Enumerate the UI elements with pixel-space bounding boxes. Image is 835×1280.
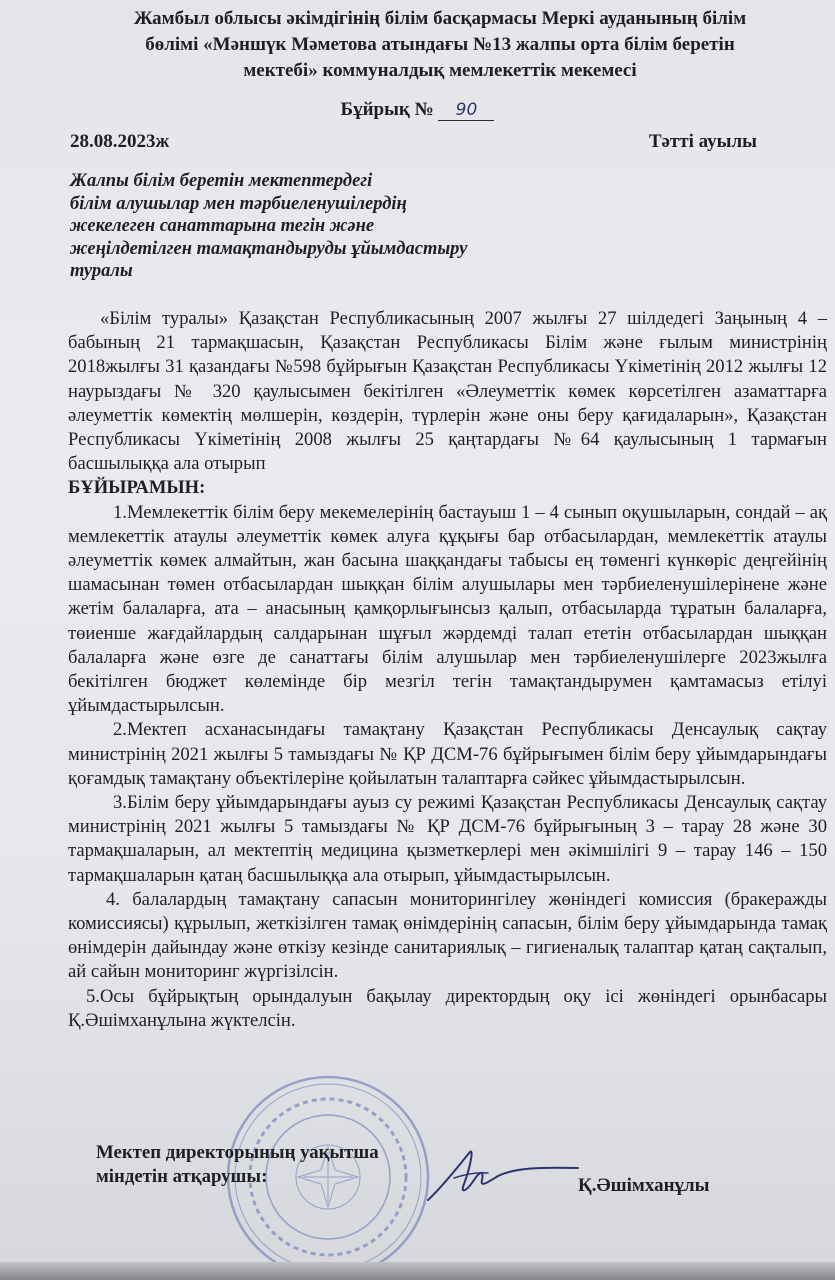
signature-title-line-2: міндетін атқарушы:: [96, 1166, 268, 1187]
subject-line: туралы: [70, 261, 133, 281]
header-line-1: Жамбыл облысы әкімдігінің білім басқармасы Меркі ауданының білім: [133, 8, 747, 29]
subject-line: жекелеген санаттарына тегін және: [70, 216, 375, 236]
order-subject: [70, 170, 540, 283]
order-item-1: 1.Мемлекеттік білім беру мекемелерінің бастауыш 1 – 4 сынып оқушыларын, сондай – ақ мемлекеттік атаулы әлеуметтік көмек алуға құқығы бар отбасылардан, мемлекеттік атаулы әлеуметтік көмек алмайтын, жан басына шаққандағы табысы ең төменгі күнкөріс деңгейінің шамасынан төмен отбасылардан шыққан білім алушылары мен тәрбиеленушілеріненe және жетім балаларға, ата – анасының қамқорлығынсыз қалып, отбасыларда тұратын балаларға, төиенше жағдайлардың салдарынан шұғыл жәрдемді талап ететін отбасылардан шыққан балаларға және өзге де санаттағы білім алушылар мен тәрбиеленушілерге 2023жылға бекітілген бюджет көлемінде бір мезгіл тегін тамақтандырумен қамтамасыз етілуі ұйымдастырылсын.: [68, 501, 827, 717]
signature-title-line-1: Мектеп директорының уақытша: [96, 1142, 379, 1163]
header-line-3: мектебі» коммуналдық мемлекеттік мекемесі: [243, 60, 637, 81]
order-number: 90: [438, 100, 494, 121]
subject-line: Жалпы білім беретін мектептердегі: [70, 171, 373, 191]
order-date: 28.08.2023ж: [70, 131, 170, 152]
order-item-4: 4. балалардың тамақтану сапасын мониторингілеу жөніндегі комиссия (бракеражды комиссиясы) құрылып, жеткізілген тамақ өнімдерінің сапасын, білім беру ұйымдарында тамақ өнімдерін дайындау және өткізу кезінде санитариялық – гигиеналық талаптар қатаң сақталып, ай сайын мониторинг жүргізілсін.: [68, 888, 827, 983]
order-place: Тәтті ауылы: [648, 131, 757, 152]
order-item-5: 5.Осы бұйрықтың орындалуын бақылау директордың оқу ісі жөніндегі орынбасары Қ.Әшімханұлына жүктелсін.: [68, 985, 827, 1031]
header-line-2: бөлімі «Мәншүк Мәметова атындағы №13 жалпы орта білім беретін: [145, 34, 735, 55]
subject-line: білім алушылар мен тәрбиеленушілердің: [70, 193, 407, 214]
order-title-label: Бұйрық №: [340, 99, 434, 120]
order-item-3: 3.Білім беру ұйымдарындағы ауыз су режимі Қазақстан Республикасы Денсаулық сақтау министрінің 2021 жылғы 5 тамыздағы № ҚР ДСМ-76 бұйрығының 3 – тарау 28 және 30 тармақшаларын, ал мектептің медицина қызметкерлері мен әкімшілігі 9 – тарау 146 – 150 тармақшаларын қатаң басшылыққа ала отырып, ұйымдастырылсын.: [68, 792, 827, 886]
photo-bottom-edge: [0, 1262, 835, 1280]
signature-block: [96, 1141, 379, 1189]
order-item-2: 2.Мектеп асханасындағы тамақтану Қазақстан Республикасы Денсаулық сақтау министрінің 2021 жылғы 5 тамыздағы № ҚР ДСМ-76 бұйрығымен білім беру ұйымдарындағы қоғамдық тамақтану объектілеріне қойылатын талаптарға сәйкес ұйымдастырылсын.: [68, 719, 827, 789]
order-title: [0, 97, 835, 123]
subject-line: жеңілдетілген тамақтандыруды ұйымдастыру: [70, 238, 468, 259]
order-body: [68, 307, 827, 1033]
institution-header: [70, 6, 810, 84]
signer-name: Қ.Әшімханұлы: [578, 1175, 710, 1196]
preamble-paragraph: «Білім туралы» Қазақстан Республикасының 2007 жылғы 27 шілдедегі Заңының 4 – бабының 21 тармақшасын, Қазақстан Республикасы Білім және ғылым министрінің 2018жылғы 31 қазандағы №598 бұйрығын Қазақстан Республикасы Үкіметінің 2012 жылғы 12 наурыздағы № 320 қаулысымен бекітілген «Әлеуметтік көмек көрсетілген азаматтарға әлеуметтік көмектің мөлшерін, көздерін, түрлерін және оны беру қағидаларын», Қазақстан Республикасы Үкіметінің 2008 жылғы 25 қаңтардағы №64 қаулысының 1 тармағын басшылыққа ала отырып: [68, 308, 827, 475]
handwritten-signature: [418, 1138, 593, 1218]
decree-word: БҰЙЫРАМЫН:: [68, 477, 206, 499]
